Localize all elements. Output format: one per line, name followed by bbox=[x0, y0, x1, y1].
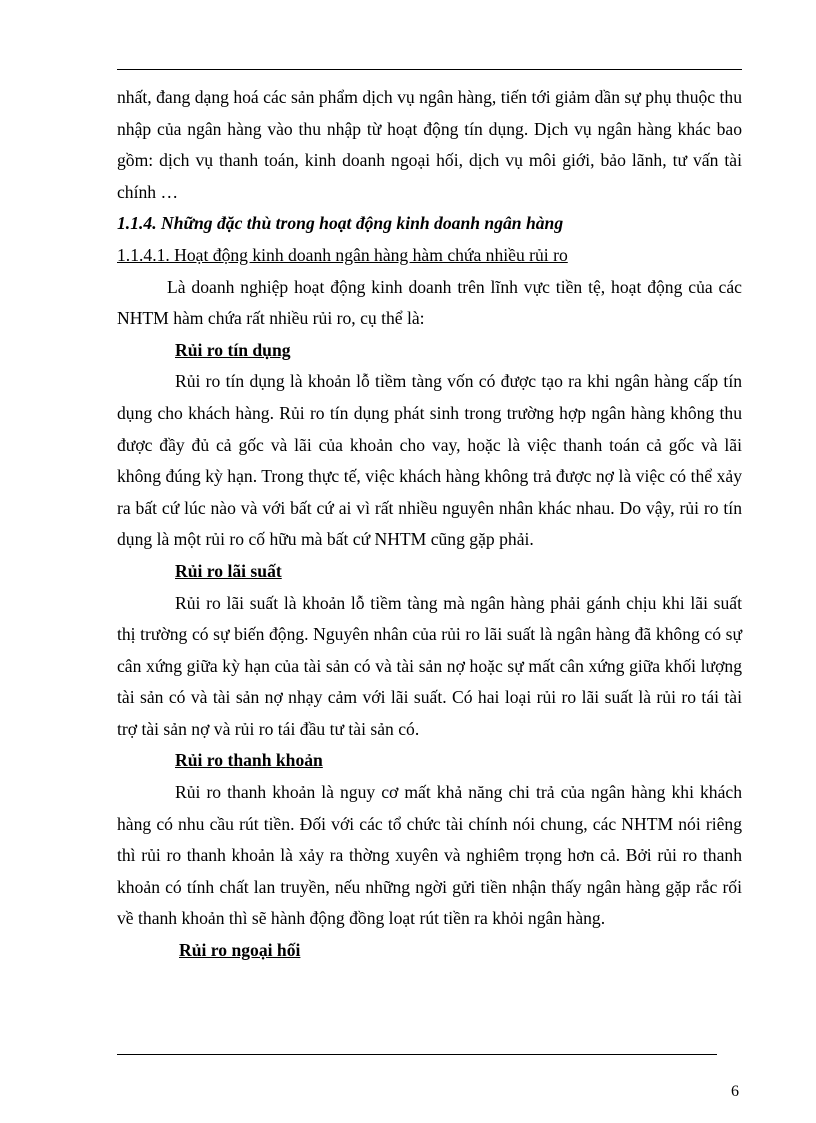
section-heading: 1.1.4. Những đặc thù trong hoạt động kinh doanh ngân hàng bbox=[117, 213, 564, 234]
page-content bbox=[117, 82, 742, 967]
risk-heading-credit: Rủi ro tín dụng bbox=[175, 339, 291, 360]
page-number: 6 bbox=[731, 1083, 739, 1100]
risk-body-interest: Rủi ro lãi suất là khoản lỗ tiềm tàng mà ngân hàng phải gánh chịu khi lãi suất thị trường có sự biến động. Nguyên nhân của rủi ro lãi suất là ngân hàng đã không có sự cân xứng giữa kỳ hạn của tài sản có và tài sản nợ hoặc sự mất cân xứng giữa khối lượng tài sản có và tài sản nợ nhạy cảm với lãi suất. Có hai loại rủi ro lãi suất là rủi ro tái tài trợ tài sản nợ và rủi ro tái đầu tư tài sản có. bbox=[117, 592, 742, 739]
risk-heading-forex: Rủi ro ngoại hối bbox=[179, 940, 301, 961]
risk-heading-liquidity: Rủi ro thanh khoản bbox=[175, 750, 323, 771]
risk-body-liquidity: Rủi ro thanh khoản là nguy cơ mất khả năng chi trả của ngân hàng khi khách hàng có nhu cầu rút tiền. Đối với các tổ chức tài chính nói chung, các NHTM nói riêng thì rủi ro thanh khoản là xảy ra thờng xuyên và nghiêm trọng hơn cả. Bởi rủi ro thanh khoản có tính chất lan truyền, nếu những ngời gửi tiền nhận thấy ngân hàng gặp rắc rối về thanh khoản thì sẽ hành động đồng loạt rút tiền ra khỏi ngân hàng. bbox=[117, 782, 742, 929]
subsection-intro: Là doanh nghiệp hoạt động kinh doanh trên lĩnh vực tiền tệ, hoạt động của các NHTM hàm chứa rất nhiều rủi ro, cụ thể là: bbox=[117, 276, 742, 329]
intro-paragraph: nhất, đang dạng hoá các sản phẩm dịch vụ ngân hàng, tiến tới giảm dần sự phụ thuộc thu nhập của ngân hàng vào thu nhập từ hoạt động tín dụng. Dịch vụ ngân hàng khác bao gồm: dịch vụ thanh toán, kinh doanh ngoại hối, dịch vụ môi giới, bảo lãnh, tư vấn tài chính … bbox=[117, 87, 742, 202]
footer-rule bbox=[117, 1054, 717, 1055]
risk-body-credit: Rủi ro tín dụng là khoản lỗ tiềm tàng vốn có được tạo ra khi ngân hàng cấp tín dụng cho khách hàng. Rủi ro tín dụng phát sinh trong trường hợp ngân hàng không thu được đầy đủ cả gốc và lãi của khoản cho vay, hoặc là việc thanh toán cả gốc và lãi không đúng kỳ hạn. Trong thực tế, việc khách hàng không trả được nợ là việc có thể xảy ra bất cứ lúc nào và với bất cứ ai vì rất nhiều nguyên nhân khác nhau. Do vậy, rủi ro tín dụng là một rủi ro cố hữu mà bất cứ NHTM cũng gặp phải. bbox=[117, 371, 742, 550]
subsection-heading: 1.1.4.1. Hoạt động kinh doanh ngân hàng hàm chứa nhiều rủi ro bbox=[117, 244, 568, 265]
risk-heading-interest: Rủi ro lãi suất bbox=[175, 560, 282, 581]
header-rule bbox=[117, 69, 742, 70]
